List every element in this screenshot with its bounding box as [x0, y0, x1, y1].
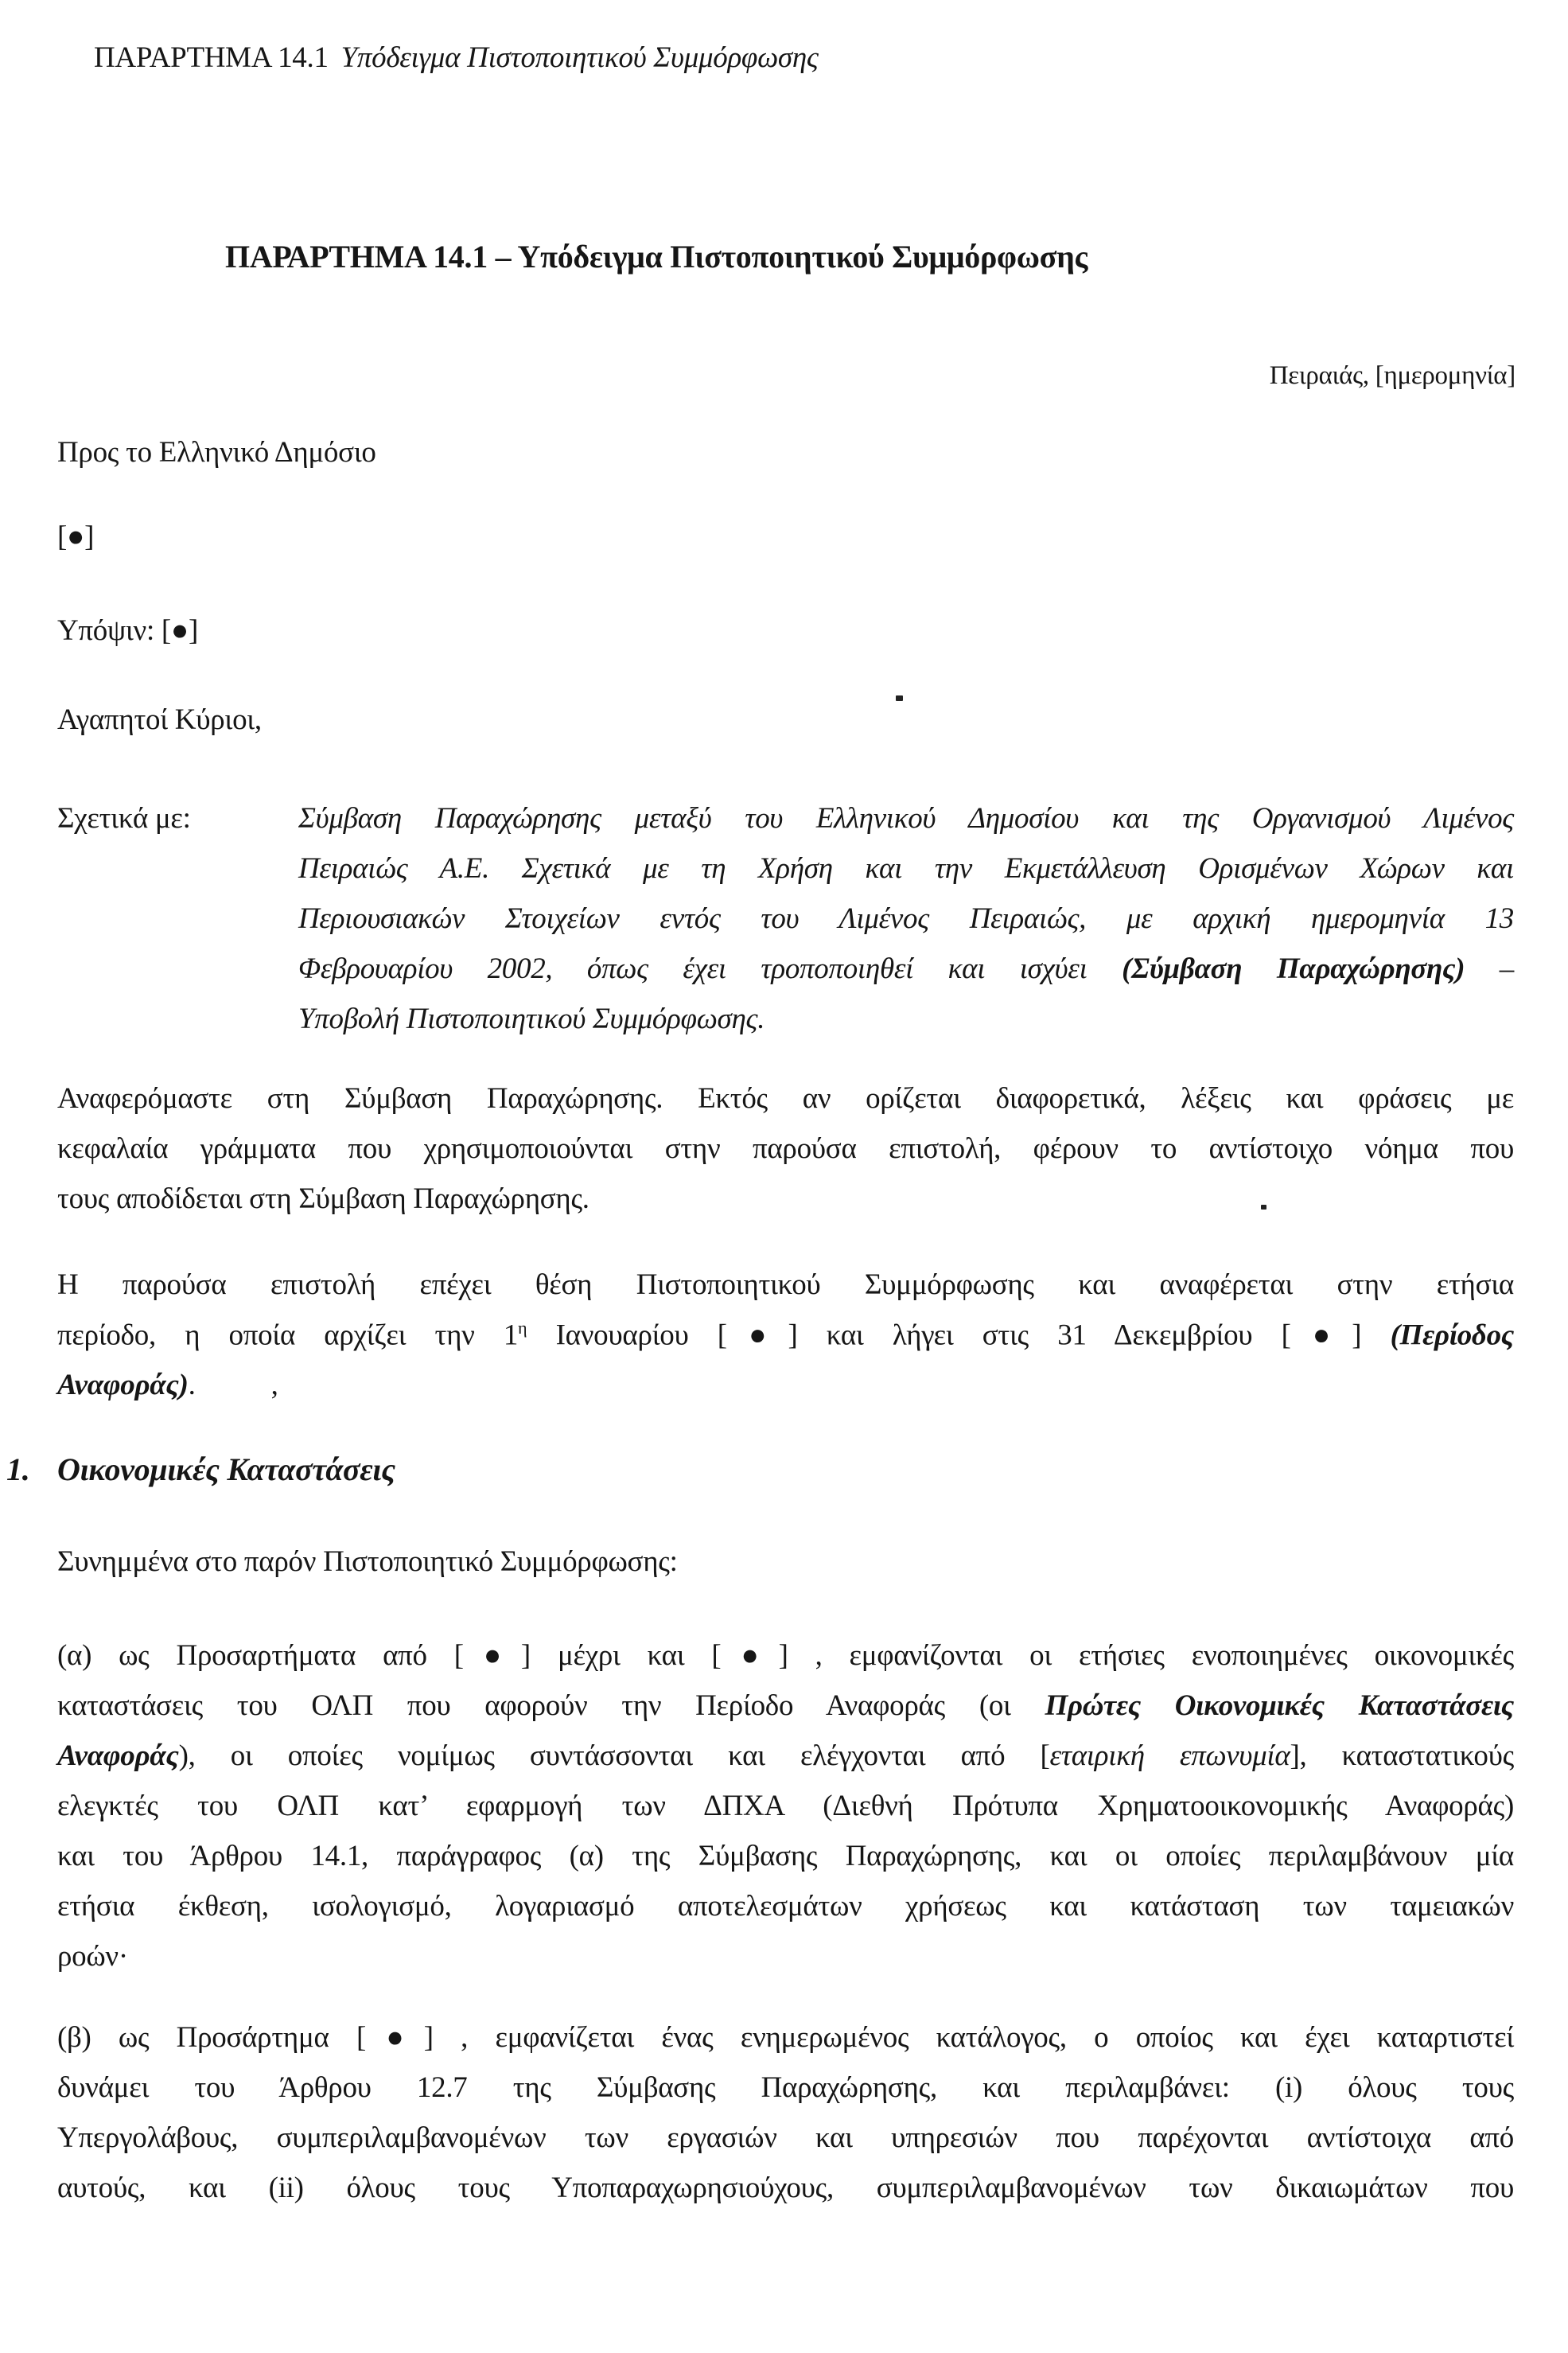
text-line	[57, 1638, 1514, 1688]
text-segment: ετήσια έκθεση, ισολογισμό, λογαριασμό αποτελεσμάτων χρήσεως και κατάσταση των ταμειακών	[57, 1890, 1514, 1923]
text-line	[298, 801, 1514, 851]
text-line	[57, 1081, 1514, 1131]
text-segment: Αναφοράς	[57, 1739, 179, 1772]
recipient-line: Προς το Ελληνικό Δημόσιο	[57, 436, 376, 469]
text-segment: Η παρούσα επιστολή επέχει θέση Πιστοποιητικού Συμμόρφωσης και αναφέρεται στην ετήσια	[57, 1268, 1514, 1301]
text-segment: Αναφοράς)	[57, 1369, 189, 1401]
text-segment: ,	[270, 1369, 278, 1401]
annex-header-label: ΠΑΡΑΡΤΗΜΑ 14.1	[94, 41, 329, 74]
text-segment: Αναφερόμαστε στη Σύμβαση Παραχώρησης. Εκτός αν ορίζεται διαφορετικά, λέξεις και φράσεις με	[57, 1082, 1514, 1115]
text-line	[57, 1367, 1514, 1417]
text-segment: Περιουσιακών Στοιχείων εντός του Λιμένος Πειραιώς, με αρχική ημερομηνία 13	[298, 902, 1514, 935]
scan-speck	[896, 695, 903, 701]
dateline: Πειραιάς, [ημερομηνία]	[1269, 361, 1515, 390]
text-segment: η	[518, 1318, 527, 1338]
recipient-placeholder: [●]	[57, 520, 95, 553]
text-line	[57, 2070, 1514, 2120]
text-line	[57, 1317, 1514, 1367]
text-line	[57, 2120, 1514, 2170]
text-segment: (Σύμβαση Παραχώρησης)	[1122, 952, 1465, 985]
text-line	[57, 1131, 1514, 1181]
text-line	[57, 1181, 1514, 1231]
text-segment: (α) ως Προσαρτήματα από [●] μέχρι και [●] , εμφανίζονται οι ετήσιες ενοποιημένες οικονομικές	[57, 1639, 1514, 1672]
text-line	[57, 2020, 1514, 2070]
text-segment: Σύμβαση Παραχώρησης μεταξύ του Ελληνικού Δημοσίου και της Οργανισμού Λιμένος	[298, 802, 1514, 835]
text-segment: ελεγκτές του ΟΛΠ κατ’ εφαρμογή των ΔΠΧΑ (Διεθνή Πρότυπα Χρηματοοικονομικής Αναφοράς)	[57, 1790, 1514, 1822]
text-segment: περίοδο, η οποία αρχίζει την 1	[57, 1319, 519, 1352]
section-1-heading: Οικονομικές Καταστάσεις	[57, 1451, 395, 1487]
salutation-line: Αγαπητοί Κύριοι,	[57, 703, 262, 736]
paragraph-alpha-financial-statements	[57, 1638, 1514, 1989]
text-segment: Υποβολή Πιστοποιητικού Συμμόρφωσης.	[298, 1003, 765, 1035]
annex-header	[94, 40, 819, 76]
subject-text	[298, 801, 1514, 1051]
text-segment: ροών·	[57, 1940, 128, 1973]
attention-line: Υπόψιν: [●]	[57, 614, 198, 647]
text-line	[57, 1788, 1514, 1838]
text-segment: εταιρική επωνυμία	[1049, 1739, 1290, 1772]
text-line	[57, 1267, 1514, 1317]
text-segment: Πειραιώς Α.Ε. Σχετικά με τη Χρήση και την Εκμετάλλευση Ορισμένων Χώρων και	[298, 852, 1514, 885]
text-segment: κεφαλαία γράμματα που χρησιμοποιούνται στην παρούσα επιστολή, φέρουν το αντίστοιχο νόημα που	[57, 1132, 1514, 1165]
subject-label: Σχετικά με:	[57, 802, 191, 835]
text-line	[57, 1888, 1514, 1938]
text-segment: (Περίοδος	[1390, 1319, 1514, 1352]
text-line	[57, 1688, 1514, 1738]
text-line	[57, 1838, 1514, 1888]
text-segment: τους αποδίδεται στη Σύμβαση Παραχώρησης.	[57, 1182, 589, 1215]
text-segment: Ιανουαρίου [●] και λήγει στις 31 Δεκεμβρίου [●]	[527, 1319, 1391, 1352]
text-segment: Υπεργολάβους, συμπεριλαμβανομένων των εργασιών και υπηρεσιών που παρέχονται αντίστοιχα από	[57, 2121, 1514, 2154]
text-segment: .	[188, 1369, 196, 1401]
attachments-intro: Συνημμένα στο παρόν Πιστοποιητικό Συμμόρφωσης:	[57, 1545, 678, 1578]
text-segment: –	[1465, 952, 1514, 985]
text-line	[298, 1001, 1514, 1051]
document-title: ΠΑΡΑΡΤΗΜΑ 14.1 – Υπόδειγμα Πιστοποιητικού Συμμόρφωσης	[225, 239, 1088, 275]
text-segment: Πρώτες Οικονομικές Καταστάσεις	[1045, 1689, 1514, 1722]
text-segment: αυτούς, και (ii) όλους τους Υποπαραχωρησιούχους, συμπεριλαμβανομένων των δικαιωμάτων που	[57, 2172, 1514, 2204]
paragraph-reference	[57, 1081, 1514, 1231]
text-line	[57, 1938, 1514, 1989]
text-segment: ), οι οποίες νομίμως συντάσσονται και ελέγχονται από [	[178, 1739, 1050, 1772]
text-segment: και του Άρθρου 14.1, παράγραφος (α) της Σύμβασης Παραχώρησης, και οι οποίες περιλαμβάνουν μία	[57, 1840, 1514, 1872]
text-line	[57, 2170, 1514, 2220]
text-line	[298, 851, 1514, 901]
text-segment: καταστάσεις του ΟΛΠ που αφορούν την Περίοδο Αναφοράς (οι	[57, 1689, 1045, 1722]
section-1-number: 1.	[6, 1451, 30, 1487]
text-line	[57, 1738, 1514, 1788]
text-line	[298, 951, 1514, 1001]
text-line	[298, 901, 1514, 951]
text-segment: ], καταστατικούς	[1290, 1739, 1514, 1772]
paragraph-certificate-period	[57, 1267, 1514, 1417]
text-segment: (β) ως Προσάρτημα [●] , εμφανίζεται ένας ενημερωμένος κατάλογος, ο οποίος και έχει καταρτιστεί	[57, 2021, 1514, 2054]
paragraph-beta-subcontractors-list	[57, 2020, 1514, 2220]
annex-header-subtitle: Υπόδειγμα Πιστοποιητικού Συμμόρφωσης	[340, 41, 819, 74]
text-segment: Φεβρουαρίου 2002, όπως έχει τροποποιηθεί και ισχύει	[298, 952, 1123, 985]
scan-speck	[1261, 1205, 1266, 1210]
text-segment: δυνάμει του Άρθρου 12.7 της Σύμβασης Παραχώρησης, και περιλαμβάνει: (i) όλους τους	[57, 2071, 1514, 2104]
